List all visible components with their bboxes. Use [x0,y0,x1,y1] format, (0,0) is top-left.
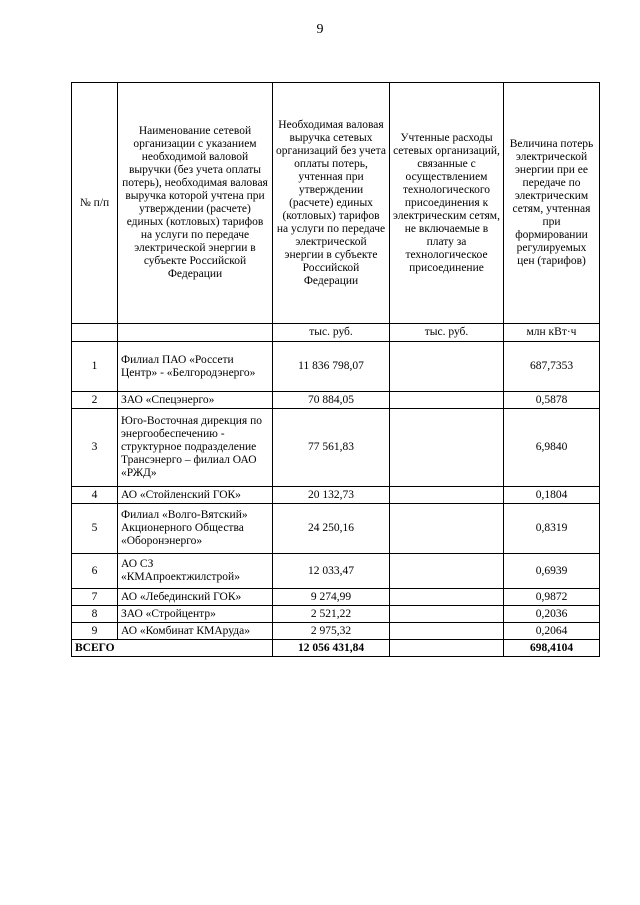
header-cell-revenue: Необходимая валовая выручка сетевых организаций без учета оплаты потерь, учтенная при утверждении (расчете) единых (котловых) тарифов на услуги по передаче электрической энергии в субъекте Российской Федерации [273,83,390,324]
header-cell-losses: Величина потерь электрической энергии при ее передаче по электрическим сетям, учтенная при формировании регулируемых цен (тарифов) [504,83,600,324]
table-row [72,554,600,589]
organization-name: АО «Комбинат КМАруда» [118,623,273,640]
organization-name: АО СЗ «КМАпроектжилстрой» [118,554,273,589]
revenue-value: 77 561,83 [273,409,390,487]
table-row [72,342,600,392]
header-cell-connection-costs: Учтенные расходы сетевых организаций, связанные с осуществлением технологического присоединения к электрическим сетям, не включаемые в плату за технологическое присоединение [390,83,504,324]
unit-cell [72,324,118,342]
losses-value: 0,8319 [504,504,600,554]
losses-value: 0,2064 [504,623,600,640]
costs-value [390,409,504,487]
table-row [72,623,600,640]
table-row [72,504,600,554]
row-number: 3 [72,409,118,487]
total-costs [390,640,504,657]
costs-value [390,623,504,640]
organization-name: Филиал «Волго-Вятский» Акционерного Общества «Оборонэнерго» [118,504,273,554]
header-cell-organization: Наименование сетевой организации с указанием необходимой валовой выручки (без учета оплаты потерь), необходимая валовая выручка которой учтена при утверждении (расчете) единых (котловых) тарифов на услуги по передаче электрической энергии в субъекте Российской Федерации [118,83,273,324]
unit-cell-costs: тыс. руб. [390,324,504,342]
revenue-value: 12 033,47 [273,554,390,589]
revenue-value: 11 836 798,07 [273,342,390,392]
organization-name: Юго-Восточная дирекция по энергообеспечению - структурное подразделение Трансэнерго – филиал ОАО «РЖД» [118,409,273,487]
costs-value [390,392,504,409]
total-label: ВСЕГО [72,640,273,657]
page-number: 9 [316,22,324,37]
revenue-value: 9 274,99 [273,589,390,606]
table-row [72,487,600,504]
total-revenue: 12 056 431,84 [273,640,390,657]
table-row [72,589,600,606]
costs-value [390,342,504,392]
row-number: 7 [72,589,118,606]
revenue-value: 70 884,05 [273,392,390,409]
row-number: 6 [72,554,118,589]
table-row [72,409,600,487]
row-number: 9 [72,623,118,640]
costs-value [390,554,504,589]
total-row [72,640,600,657]
header-cell-number: № п/п [72,83,118,324]
total-losses: 698,4104 [504,640,600,657]
unit-cell-revenue: тыс. руб. [273,324,390,342]
costs-value [390,504,504,554]
losses-value: 6,9840 [504,409,600,487]
losses-value: 0,6939 [504,554,600,589]
table-row [72,606,600,623]
organization-name: АО «Стойленский ГОК» [118,487,273,504]
organization-name: Филиал ПАО «Россети Центр» - «Белгородэнерго» [118,342,273,392]
costs-value [390,606,504,623]
losses-value: 0,5878 [504,392,600,409]
revenue-value: 20 132,73 [273,487,390,504]
losses-value: 0,1804 [504,487,600,504]
costs-value [390,487,504,504]
unit-cell-losses: млн кВт·ч [504,324,600,342]
revenue-value: 2 521,22 [273,606,390,623]
costs-value [390,589,504,606]
losses-value: 0,2036 [504,606,600,623]
units-row [72,324,600,342]
row-number: 5 [72,504,118,554]
revenue-value: 2 975,32 [273,623,390,640]
table-row [72,392,600,409]
unit-cell [118,324,273,342]
organization-name: АО «Лебединский ГОК» [118,589,273,606]
header-row [72,83,600,324]
row-number: 8 [72,606,118,623]
losses-value: 687,7353 [504,342,600,392]
row-number: 2 [72,392,118,409]
row-number: 4 [72,487,118,504]
row-number: 1 [72,342,118,392]
losses-value: 0,9872 [504,589,600,606]
organization-name: ЗАО «Спецэнерго» [118,392,273,409]
losses-table [71,82,600,657]
revenue-value: 24 250,16 [273,504,390,554]
organization-name: ЗАО «Стройцентр» [118,606,273,623]
